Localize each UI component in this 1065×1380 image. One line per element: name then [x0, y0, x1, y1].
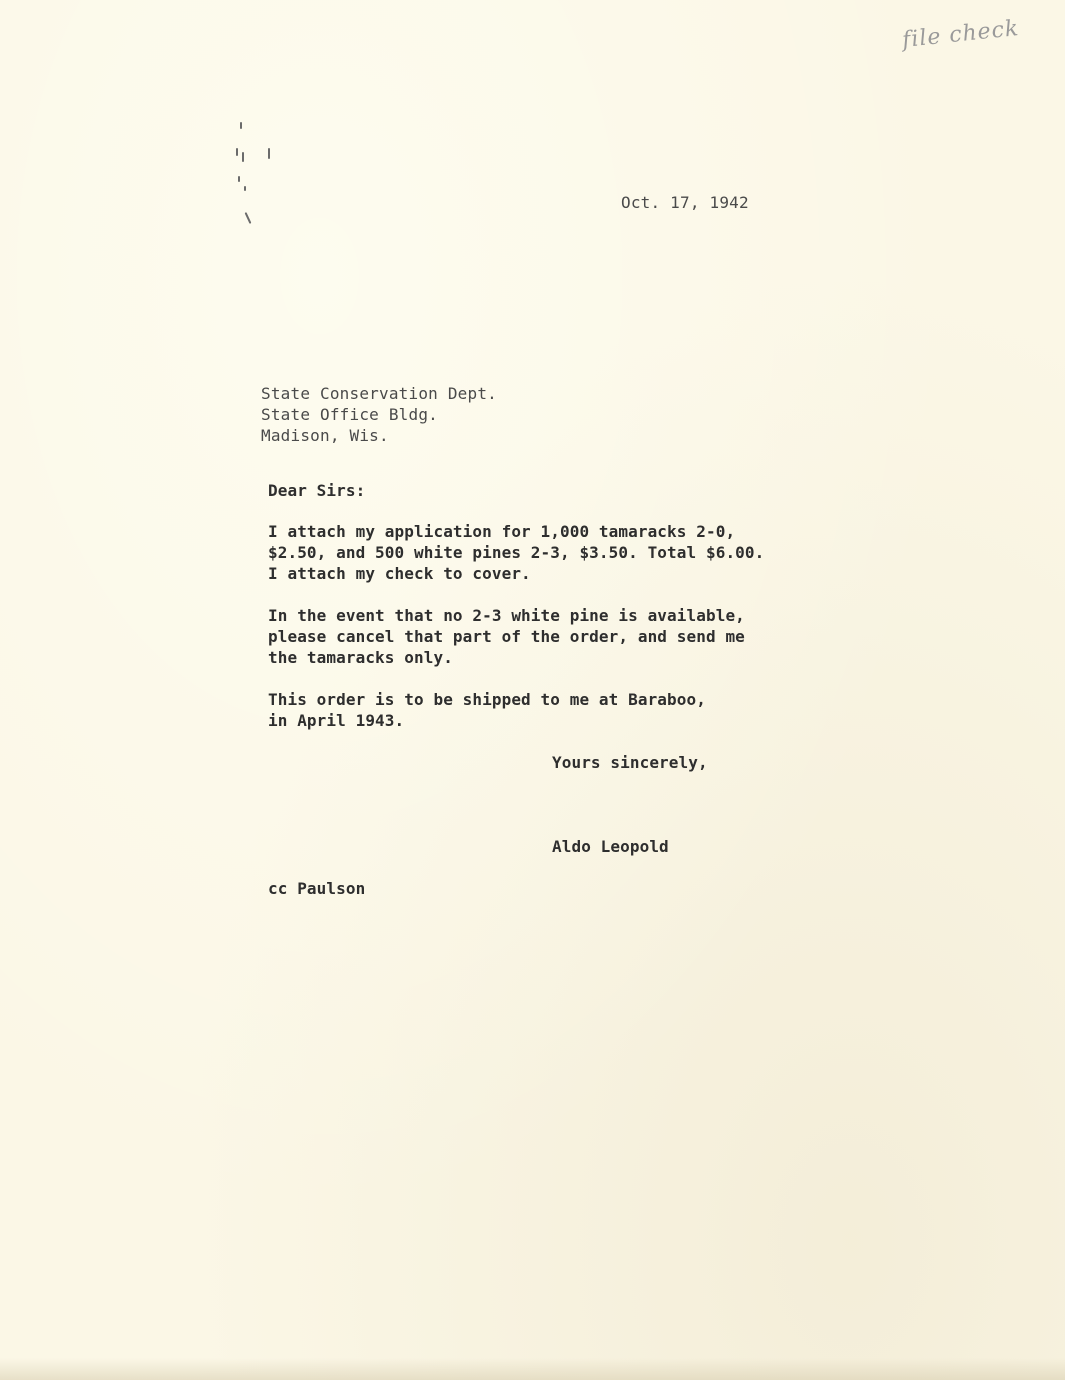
paragraph-1-line-3: I attach my check to cover. [268, 564, 531, 583]
address-line-2: State Office Bldg. [261, 405, 438, 424]
paragraph-1-line-2: $2.50, and 500 white pines 2-3, $3.50. Total $6.00. [268, 543, 765, 562]
paragraph-3-line-1: This order is to be shipped to me at Baraboo, [268, 690, 706, 709]
paragraph-3-line-2: in April 1943. [268, 711, 405, 730]
paragraph-1-line-1: I attach my application for 1,000 tamaracks 2-0, [268, 522, 736, 541]
signature-name: Aldo Leopold [552, 837, 669, 856]
paragraph-2-line-3: the tamaracks only. [268, 648, 453, 667]
letter-date: Oct. 17, 1942 [621, 193, 749, 212]
address-line-1: State Conservation Dept. [261, 384, 497, 403]
paragraph-2-line-2: please cancel that part of the order, and send me [268, 627, 745, 646]
address-line-3: Madison, Wis. [261, 426, 389, 445]
cc-line: cc Paulson [268, 879, 366, 898]
closing: Yours sincerely, [552, 753, 708, 772]
paper-edge-shade [0, 1358, 1065, 1380]
paragraph-2-line-1: In the event that no 2-3 white pine is available, [268, 606, 745, 625]
handwritten-annotation: file check [901, 15, 1021, 54]
salutation: Dear Sirs: [268, 481, 366, 500]
